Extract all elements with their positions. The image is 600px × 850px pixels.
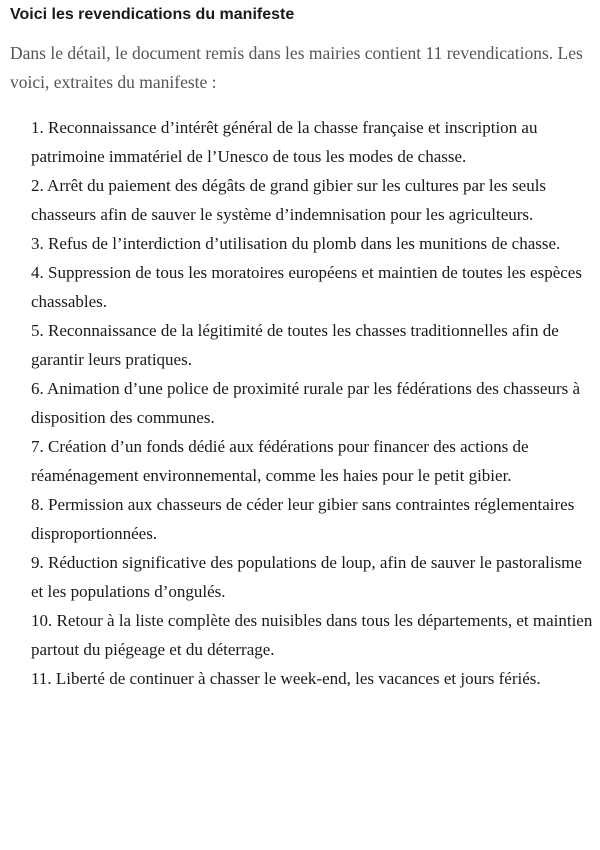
section-heading: Voici les revendications du manifeste xyxy=(10,6,295,23)
demand-item-1: 1. Reconnaissance d’intérêt général de la chasse française et inscription au patrimoine immatériel de l’Unesco de tous les modes de chasse. xyxy=(31,118,538,166)
demand-item-6: 6. Animation d’une police de proximité rurale par les fédérations des chasseurs à disposition des communes. xyxy=(31,379,581,427)
demands-list xyxy=(31,113,593,693)
intro-paragraph: Dans le détail, le document remis dans les mairies contient 11 revendications. Les voici, extraites du manifeste : xyxy=(10,43,583,92)
demand-item-5: 5. Reconnaissance de la légitimité de toutes les chasses traditionnelles afin de garantir leurs pratiques. xyxy=(31,321,559,369)
demand-item-7: 7. Création d’un fonds dédié aux fédérations pour financer des actions de réaménagement environnemental, comme les haies pour le petit gibier. xyxy=(31,437,529,485)
demand-item-9: 9. Réduction significative des populations de loup, afin de sauver le pastoralisme et les populations d’ongulés. xyxy=(31,553,582,601)
demand-item-10: 10. Retour à la liste complète des nuisibles dans tous les départements, et maintien partout du piégeage et du déterrage. xyxy=(31,611,593,659)
demand-item-4: 4. Suppression de tous les moratoires européens et maintien de toutes les espèces chassables. xyxy=(31,263,582,311)
demand-item-8: 8. Permission aux chasseurs de céder leur gibier sans contraintes réglementaires disproportionnées. xyxy=(31,495,575,543)
demand-item-2: 2. Arrêt du paiement des dégâts de grand gibier sur les cultures par les seuls chasseurs afin de sauver le système d’indemnisation pour les agriculteurs. xyxy=(31,176,547,224)
demand-item-3: 3. Refus de l’interdiction d’utilisation du plomb dans les munitions de chasse. xyxy=(31,234,561,253)
demand-item-11: 11. Liberté de continuer à chasser le week-end, les vacances et jours fériés. xyxy=(31,669,541,688)
